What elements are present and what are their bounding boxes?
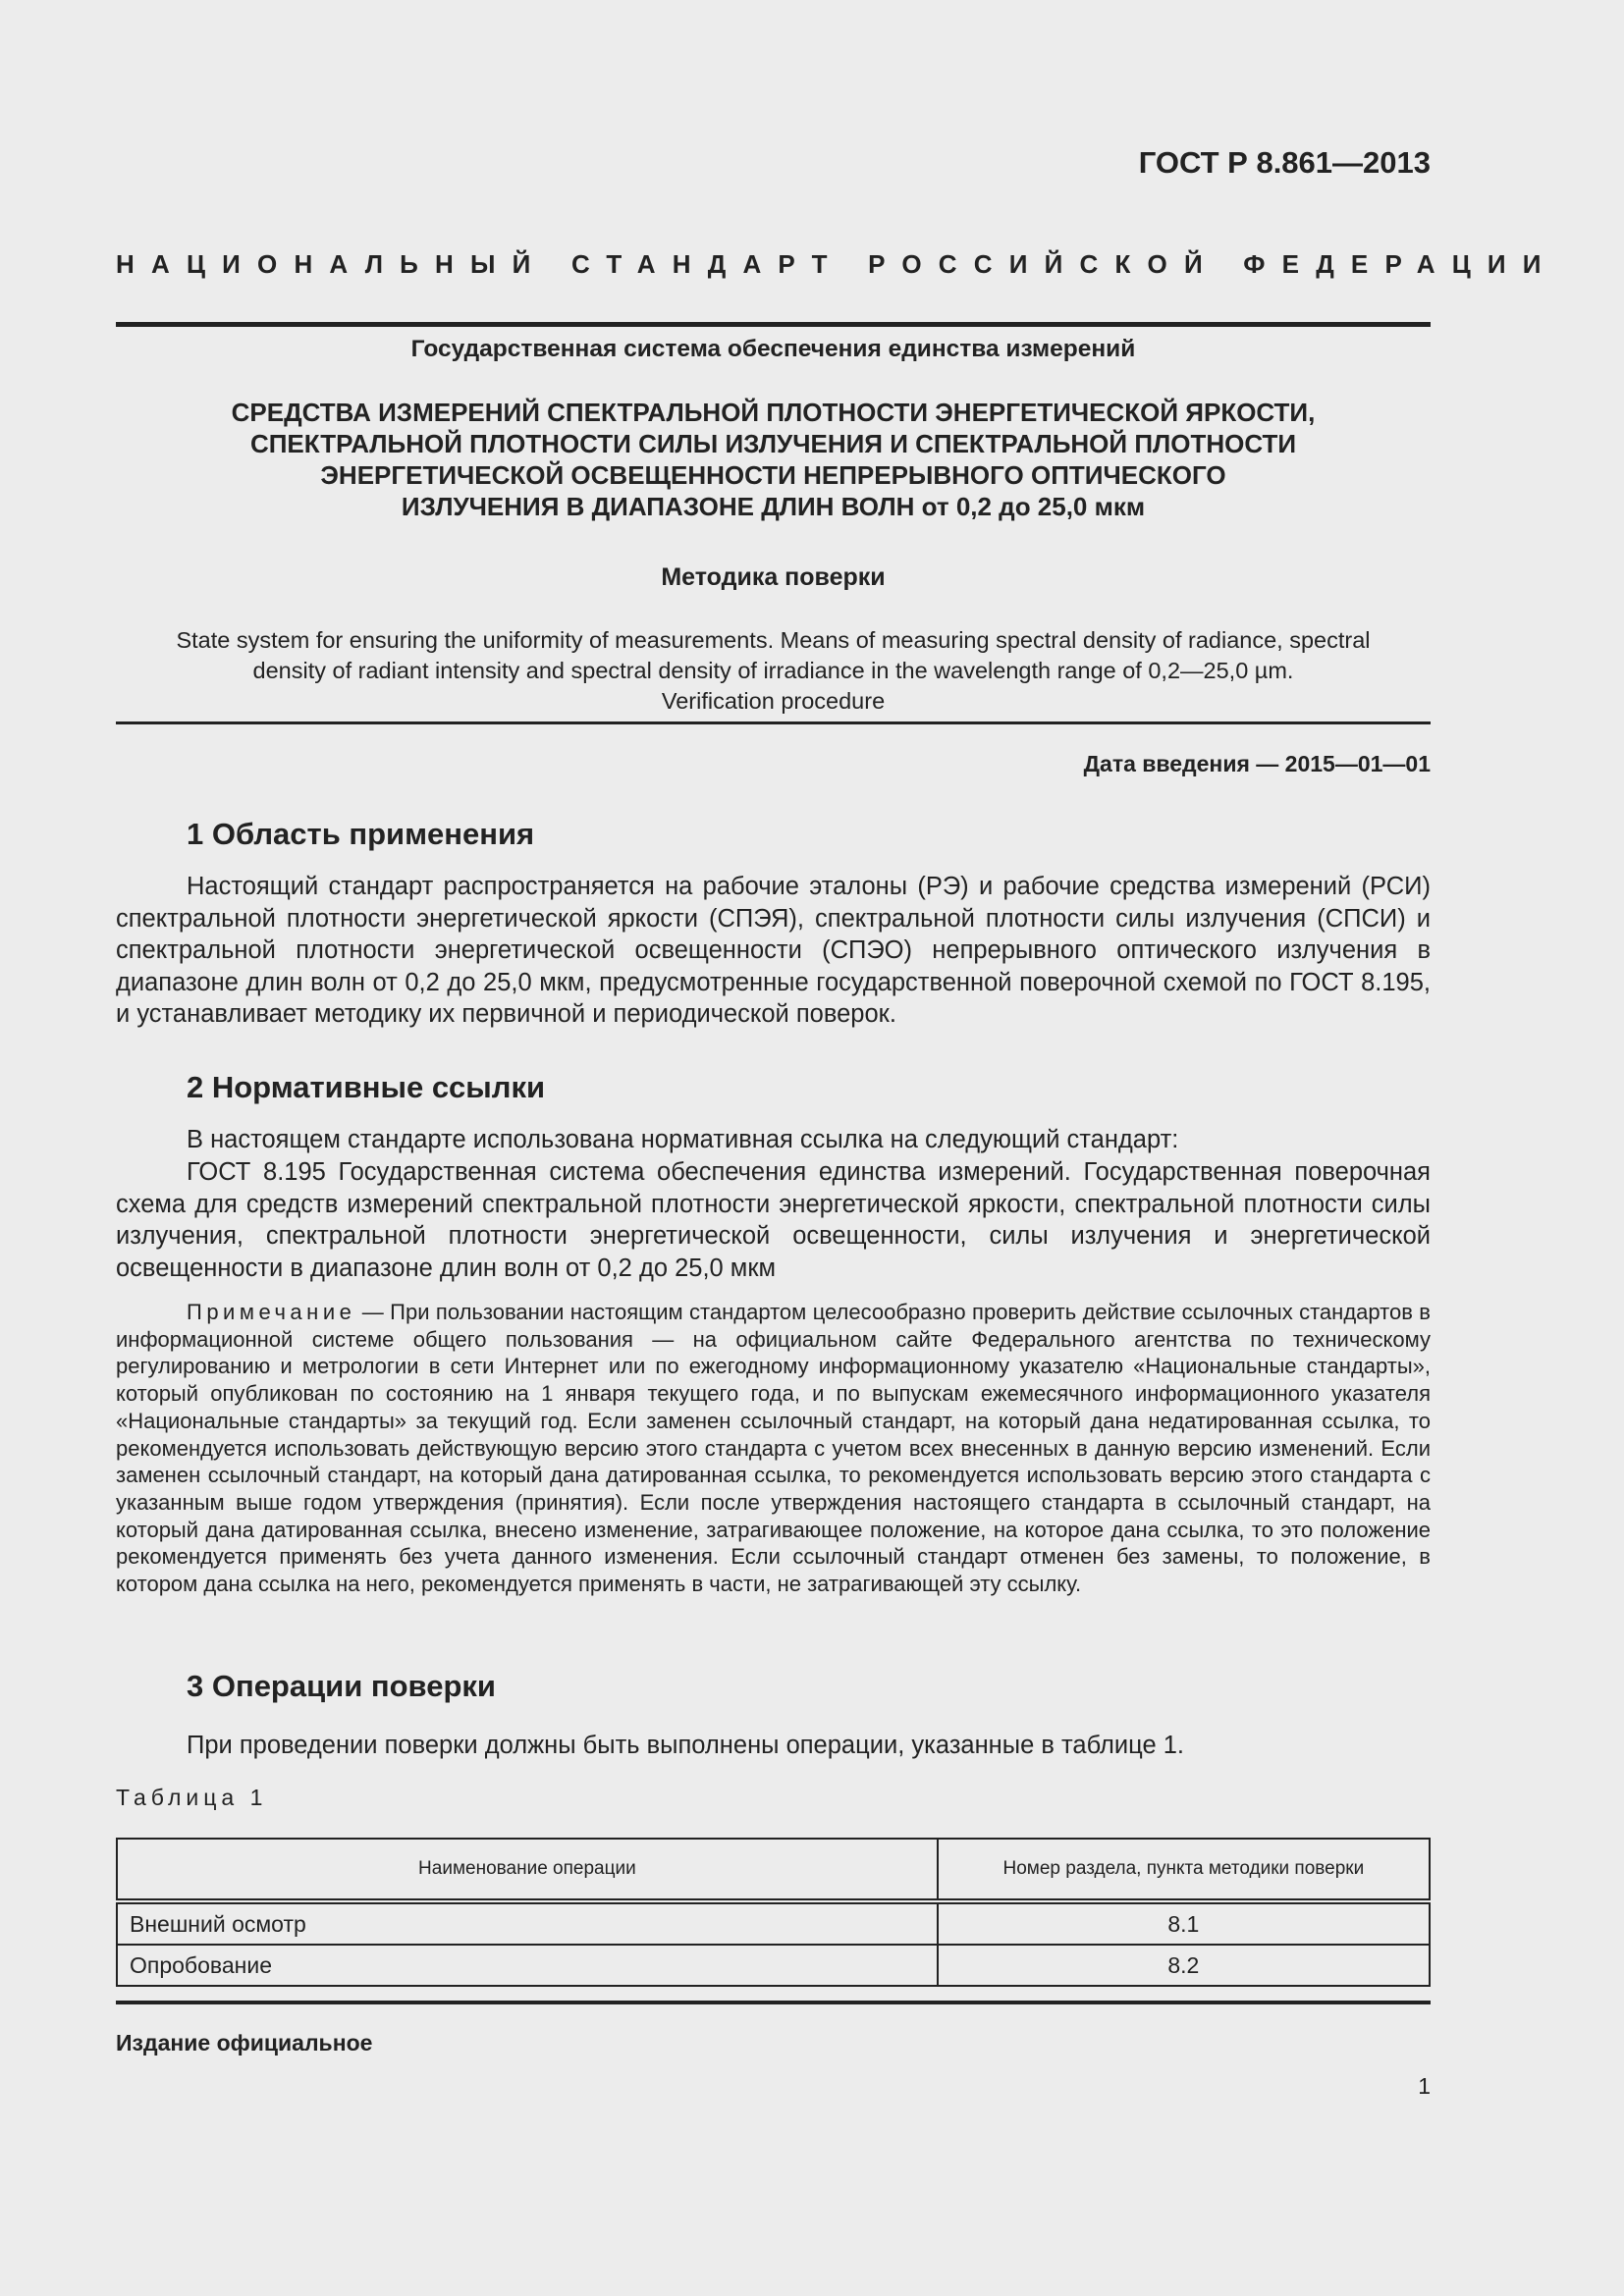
note-text: — При пользовании настоящим стандартом целесообразно проверить действие ссылочных стандартов в информационной системе общего пользования — на официальном сайте Федерального агентства по техническому регулированию и метрологии в сети Интернет или по ежегодному информационному указателю «Национальные стандарты», который опубликован по состоянию на 1 января текущего года, и по выпускам ежемесячного информационного указателя «Национальные стандарты» за текущий год. Если заменен ссылочный стандарт, на который дана недатированная ссылка, то рекомендуется использовать действующую версию этого стандарта с учетом всех внесенных в данную версию изменений. Если заменен ссылочный стандарт, на который дана датированная ссылка, то рекомендуется использовать версию этого стандарта с указанным выше годом утверждения (принятия). Если после утверждения настоящего стандарта в ссылочный стандарт, на который дана датированная ссылка, внесено изменение, затрагивающее положение, на которое дана ссылка, то это положение рекомендуется применять без учета данного изменения. Если ссылочный стандарт отменен без замены, то положение, в котором дана ссылка на него, рекомендуется применять в части, не затрагивающей эту ссылку.: [116, 1300, 1431, 1597]
subtitle: Методика поверки: [661, 563, 886, 591]
note-label: Примечание: [187, 1300, 356, 1324]
document-page: [116, 0, 1558, 2296]
english-title-line: density of radiant intensity and spectral density of irradiance in the wavelength range of 0,2—25,0 µm.: [252, 658, 1294, 683]
official-edition-label: Издание официальное: [116, 2030, 373, 2056]
english-title-line: Verification procedure: [661, 688, 886, 714]
section-2-intro: В настоящем стандарте использована нормативная ссылка на следующий стандарт:: [187, 1126, 1179, 1153]
main-title-line: СПЕКТРАЛЬНОЙ ПЛОТНОСТИ СИЛЫ ИЗЛУЧЕНИЯ И СПЕКТРАЛЬНОЙ ПЛОТНОСТИ: [249, 429, 1297, 458]
intro-date: Дата введения — 2015—01—01: [1083, 751, 1431, 776]
operation-name-cell: Внешний осмотр: [117, 1901, 938, 1945]
section-1-paragraph: Настоящий стандарт распространяется на рабочие эталоны (РЭ) и рабочие средства измерений (РСИ) спектральной плотности энергетической яркости (СПЭЯ), спектральной плотности силы излучения (СПСИ) и спектральной плотности энергетической освещенности (СПЭО) непрерывного оптического излучения в диапазоне длин волн от 0,2 до 25,0 мкм, предусмотренные государственной поверочной схемой по ГОСТ 8.195, и устанавливает методику их первичной и периодической поверок.: [116, 873, 1431, 1028]
main-title-line: ИЗЛУЧЕНИЯ В ДИАПАЗОНЕ ДЛИН ВОЛН от 0,2 до 25,0 мкм: [401, 492, 1146, 521]
section-3-heading: 3 Операции поверки: [187, 1669, 496, 1703]
column-header-operation: Наименование операции: [117, 1839, 938, 1901]
footer-rule: [116, 2001, 1431, 2004]
title-top-rule: [116, 322, 1431, 327]
section-1-heading: 1 Область применения: [187, 817, 535, 851]
english-title: [116, 625, 1431, 717]
column-header-section: Номер раздела, пункта методики поверки: [938, 1839, 1430, 1901]
table-1-label: Таблица 1: [116, 1785, 268, 1810]
table-header-row: [117, 1839, 1430, 1901]
main-title-line: ЭНЕРГЕТИЧЕСКОЙ ОСВЕЩЕННОСТИ НЕПРЕРЫВНОГО ОПТИЧЕСКОГО: [320, 460, 1226, 490]
section-3-paragraph: При проведении поверки должны быть выполнены операции, указанные в таблице 1.: [187, 1732, 1185, 1759]
national-standard-banner: НАЦИОНАЛЬНЫЙ СТАНДАРТ РОССИЙСКОЙ ФЕДЕРАЦИИ: [116, 249, 1558, 279]
main-title: [116, 397, 1431, 522]
section-2-reference: ГОСТ 8.195 Государственная система обеспечения единства измерений. Государственная поверочная схема для средств измерений спектральной плотности энергетической яркости, спектральной плотности силы излучения, спектральной плотности энергетической освещенности, силы излучения и энергетической освещенности в диапазоне длин волн от 0,2 до 25,0 мкм: [116, 1158, 1431, 1282]
standard-id: ГОСТ Р 8.861—2013: [1138, 145, 1431, 180]
english-title-line: State system for ensuring the uniformity of measurements. Means of measuring spectral density of radiance, spectral: [176, 627, 1371, 653]
section-number-cell: 8.2: [938, 1945, 1430, 1986]
table-row: [117, 1901, 1430, 1945]
section-2-note: [116, 1299, 1431, 1598]
page-number: 1: [1418, 2073, 1431, 2099]
main-title-line: СРЕДСТВА ИЗМЕРЕНИЙ СПЕКТРАЛЬНОЙ ПЛОТНОСТИ ЭНЕРГЕТИЧЕСКОЙ ЯРКОСТИ,: [231, 398, 1316, 427]
table-row: [117, 1945, 1430, 1986]
series-title: Государственная система обеспечения единства измерений: [410, 336, 1136, 362]
title-bottom-rule: [116, 721, 1431, 724]
section-2-heading: 2 Нормативные ссылки: [187, 1070, 546, 1104]
section-number-cell: 8.1: [938, 1901, 1430, 1945]
table-1: [116, 1838, 1431, 1987]
operation-name-cell: Опробование: [117, 1945, 938, 1986]
